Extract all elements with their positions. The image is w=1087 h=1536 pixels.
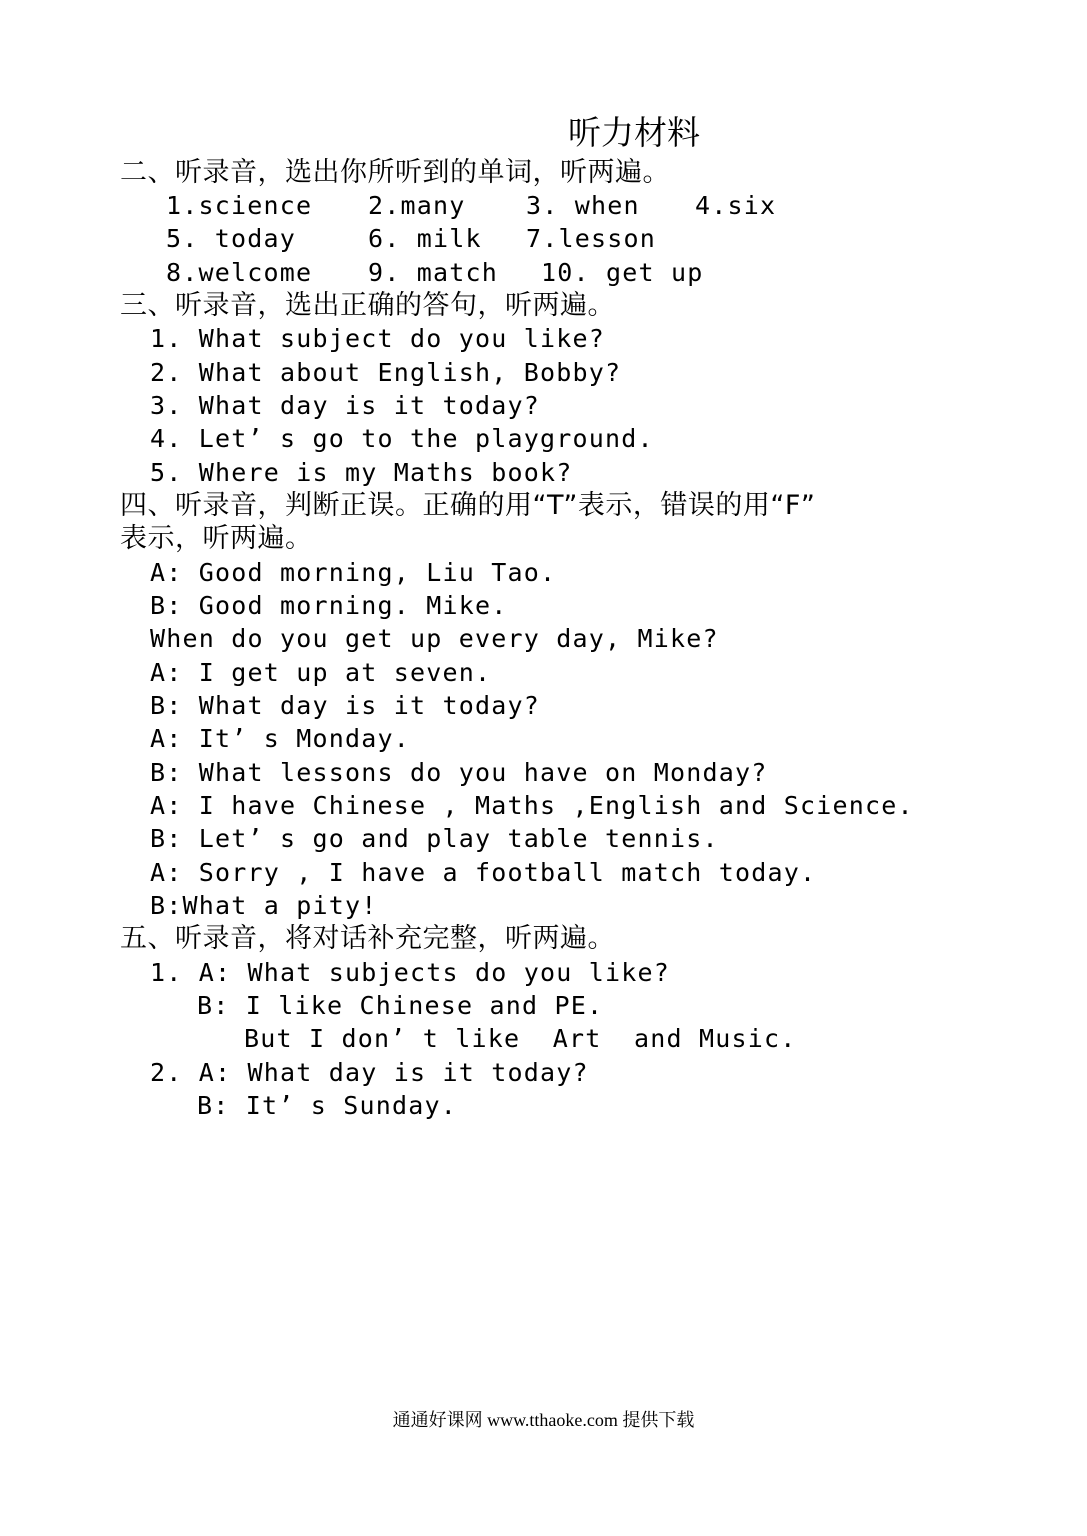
question-item: 1. What subject do you like? [150,324,606,353]
dialogue-line: B:What a pity! [150,891,378,920]
section-4-heading: 四、听录音，判断正误。正确的用“T”表示，错误的用“F” [120,490,816,521]
section-2-heading: 二、听录音，选出你所听到的单词，听两遍。 [120,157,670,188]
dialogue-line: A: I have Chinese , Maths ,English and Science. [150,791,914,820]
dialogue-line: B: Good morning. Mike. [150,591,508,620]
word-option: 3. when [526,191,640,220]
word-option: 7.lesson [526,224,657,253]
dialogue-line: B: Let’ s go and play table tennis. [150,824,719,853]
dialogue-line: B: What day is it today? [150,691,541,720]
section-3-heading: 三、听录音，选出正确的答句，听两遍。 [120,290,615,321]
dialogue-line: B: What lessons do you have on Monday? [150,758,768,787]
word-option: 4.six [695,191,777,220]
page-footer: 通通好课网 www.tthaoke.com 提供下载 [392,1410,695,1430]
section-4-heading-cont: 表示，听两遍。 [120,523,313,554]
word-option: 2.many [368,191,466,220]
word-option: 6. milk [368,224,482,253]
dialogue-line: B: I like Chinese and PE. [197,991,604,1020]
question-item: 5. Where is my Maths book? [150,458,573,487]
dialogue-line: 2. A: What day is it today? [150,1058,589,1087]
dialogue-line: A: Good morning, Liu Tao. [150,558,557,587]
word-option: 9. match [368,258,499,287]
word-option: 10. get up [541,258,704,287]
dialogue-line: A: I get up at seven. [150,658,492,687]
dialogue-line: A: Sorry , I have a football match today. [150,858,817,887]
word-option: 8.welcome [166,258,313,287]
section-5-heading: 五、听录音，将对话补充完整，听两遍。 [120,923,615,954]
dialogue-line: When do you get up every day, Mike? [150,624,719,653]
word-option: 5. today [166,224,297,253]
dialogue-line: B: It’ s Sunday. [197,1091,458,1120]
page-title: 听力材料 [568,113,700,152]
dialogue-line: But I don’ t like Art and Music. [244,1024,797,1053]
question-item: 2. What about English, Bobby? [150,358,622,387]
question-item: 4. Let’ s go to the playground. [150,424,654,453]
dialogue-line: 1. A: What subjects do you like? [150,958,671,987]
word-option: 1.science [166,191,313,220]
dialogue-line: A: It’ s Monday. [150,724,411,753]
question-item: 3. What day is it today? [150,391,541,420]
